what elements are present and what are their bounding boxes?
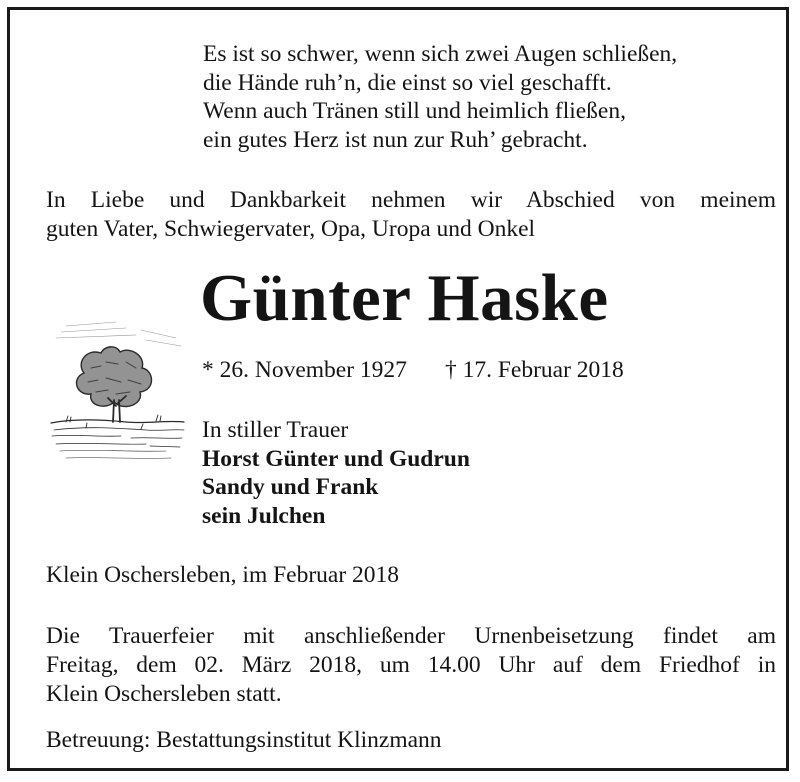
poem-line: Wenn auch Tränen still und heimlich fließen, (203, 98, 626, 124)
mourners-intro: In stiller Trauer (202, 417, 349, 443)
life-dates (202, 355, 624, 385)
intro-line: In Liebe und Dankbarkeit nehmen wir Abschied von meinem (46, 187, 776, 213)
obituary-frame (7, 7, 789, 771)
mourners (202, 416, 470, 530)
birth-date: * 26. November 1927 (202, 357, 407, 383)
tree-landscape-icon (46, 318, 186, 468)
poem (203, 40, 677, 154)
place-date: Klein Oschersleben, im Februar 2018 (46, 562, 400, 588)
funeral-line: Die Trauerfeier mit anschließender Urnenbeisetzung findet am (46, 623, 776, 649)
funeral-notice (46, 622, 776, 709)
farewell-intro (46, 186, 776, 244)
mourner-name: Horst Günter und Gudrun (202, 445, 470, 472)
funeral-home: Betreuung: Bestattungsinstitut Klinzmann (46, 727, 442, 753)
poem-line: Es ist so schwer, wenn sich zwei Augen schließen, (203, 41, 678, 67)
deceased-name: Günter Haske (200, 261, 609, 335)
intro-line: guten Vater, Schwiegervater, Opa, Uropa und Onkel (46, 216, 536, 242)
mourner-name: sein Julchen (202, 502, 326, 529)
funeral-line: Klein Oschersleben statt. (46, 681, 282, 707)
death-date: † 17. Februar 2018 (444, 357, 624, 383)
funeral-line: Freitag, dem 02. März 2018, um 14.00 Uhr auf dem Friedhof in (46, 652, 776, 678)
mourner-name: Sandy und Frank (202, 474, 379, 500)
poem-line: ein gutes Herz ist nun zur Ruh’ gebracht. (203, 126, 588, 153)
poem-line: die Hände ruh’n, die einst so viel geschafft. (203, 69, 612, 96)
